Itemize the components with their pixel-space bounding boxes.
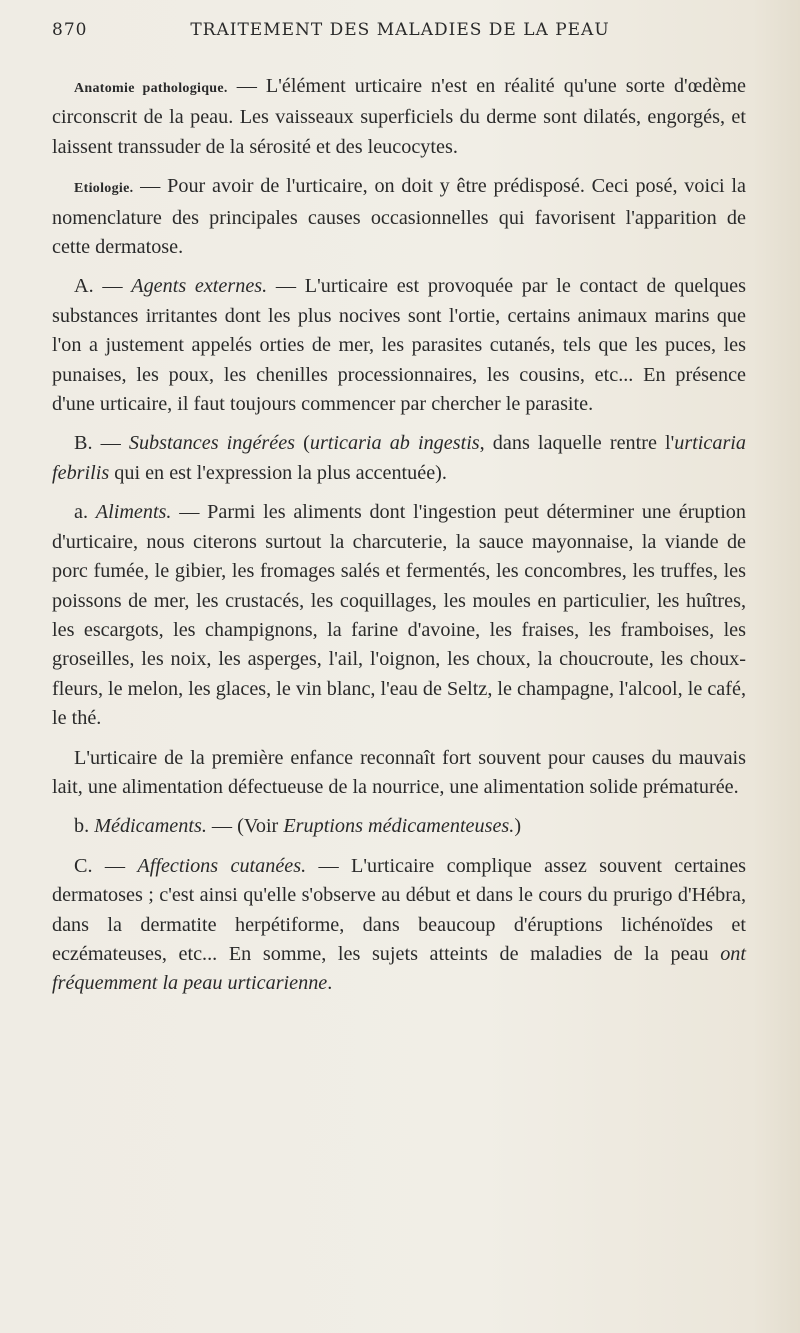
paragraph-text: — L'urticaire est provoquée par le contact de quelques substances irritantes dont les plus nocives sont l'ortie, certains animaux marins que l'on a justement appelés orties de mer, les parasites cutanés, tels que les puces, les punaises, les poux, les chenilles processionnaires, les cousins, etc... En présence d'une urticaire, il faut toujours commencer par chercher le parasite. <box>52 275 746 416</box>
paragraph-text: — Parmi les aliments dont l'ingestion peut déterminer une éruption d'urticaire, nous citerons surtout la charcuterie, la sauce mayonnaise, la viande de porc fumée, le gibier, les fromages salés et fermentés, les concombres, les truffes, les poissons de mer, les crustacés, les coquillages, les moules en particulier, les huîtres, les escargots, les champignons, la farine d'avoine, les fraises, les framboises, les groseilles, les noix, les asperges, l'ail, l'oignon, les choux, la choucroute, les choux-fleurs, le melon, les glaces, le vin blanc, l'eau de Seltz, le champagne, l'alcool, le café, le thé. <box>52 501 746 730</box>
page-number: 870 <box>52 20 88 40</box>
final-period: . <box>327 972 333 995</box>
paragraph-text: — L'élément urticaire n'est en réalité qu'une sorte d'œdème circonscrit de la peau. Les vaisseaux superficiels du derme sont dilatés, engorgés, et laissent transsuder de la sérosité et des leucocytes. <box>52 75 746 158</box>
paragraph-text: qui en est l'expression la plus accentuée). <box>109 461 447 484</box>
paragraph-text: , dans laquelle rentre l' <box>479 432 675 455</box>
item-lead: a. <box>74 501 96 524</box>
running-title: TRAITEMENT DES MALADIES DE LA PEAU <box>190 20 610 40</box>
paren-close: ) <box>514 815 522 838</box>
paragraph-text: — Pour avoir de l'urticaire, on doit y être prédisposé. Ceci posé, voici la nomenclature des principales causes occasionnelles qui favorisent l'apparition de cette dermatose. <box>52 175 746 259</box>
latin-term: urticaria febrilis <box>52 432 747 484</box>
item-heading: Agents externes. <box>131 275 268 298</box>
cross-reference: Eruptions médicamenteuses. <box>283 815 515 838</box>
paragraph-etiologie <box>52 172 746 262</box>
item-lead: C. — <box>74 854 138 877</box>
page-body <box>52 72 746 1009</box>
item-heading: Médicaments. <box>94 815 207 838</box>
paragraph-substances-ingerees <box>52 429 746 488</box>
paragraph-text: — (Voir <box>206 815 284 838</box>
emphasis-text: ont fréquemment la peau urticarienne <box>52 942 746 995</box>
section-label: Etiologie. <box>74 181 134 197</box>
item-heading: Aliments. <box>95 501 172 524</box>
item-heading: Substances ingérées <box>128 432 296 455</box>
latin-term: urticaria ab ingestis <box>309 432 480 455</box>
paren-open: ( <box>295 432 310 455</box>
paragraph-text: — L'urticaire complique assez souvent certaines dermatoses ; c'est ainsi qu'elle s'observe au début et dans le cours du prurigo d'Hébra, dans la dermatite herpétiforme, dans beaucoup d'éruptions lichénoïdes et eczémateuses, etc... En somme, les sujets atteints de maladies de la peau <box>52 854 747 965</box>
paragraph-agents-externes <box>52 272 746 419</box>
item-heading: Affections cutanées. <box>137 854 307 877</box>
paragraph-premiere-enfance <box>52 744 746 803</box>
paragraph-affections-cutanees <box>52 852 746 999</box>
item-lead: B. — <box>74 432 129 455</box>
paragraph-medicaments <box>52 812 746 841</box>
item-lead: A. — <box>74 275 132 298</box>
paragraph-text: L'urticaire de la première enfance reconnaît fort souvent pour causes du mauvais lait, une alimentation défectueuse de la nourrice, une alimentation solide prématurée. <box>52 746 746 798</box>
item-lead: b. <box>74 815 95 838</box>
section-label: Anatomie pathologique. <box>74 81 228 96</box>
page-header <box>52 20 748 44</box>
paragraph-aliments <box>52 498 746 733</box>
paragraph-anatomie <box>52 72 746 162</box>
